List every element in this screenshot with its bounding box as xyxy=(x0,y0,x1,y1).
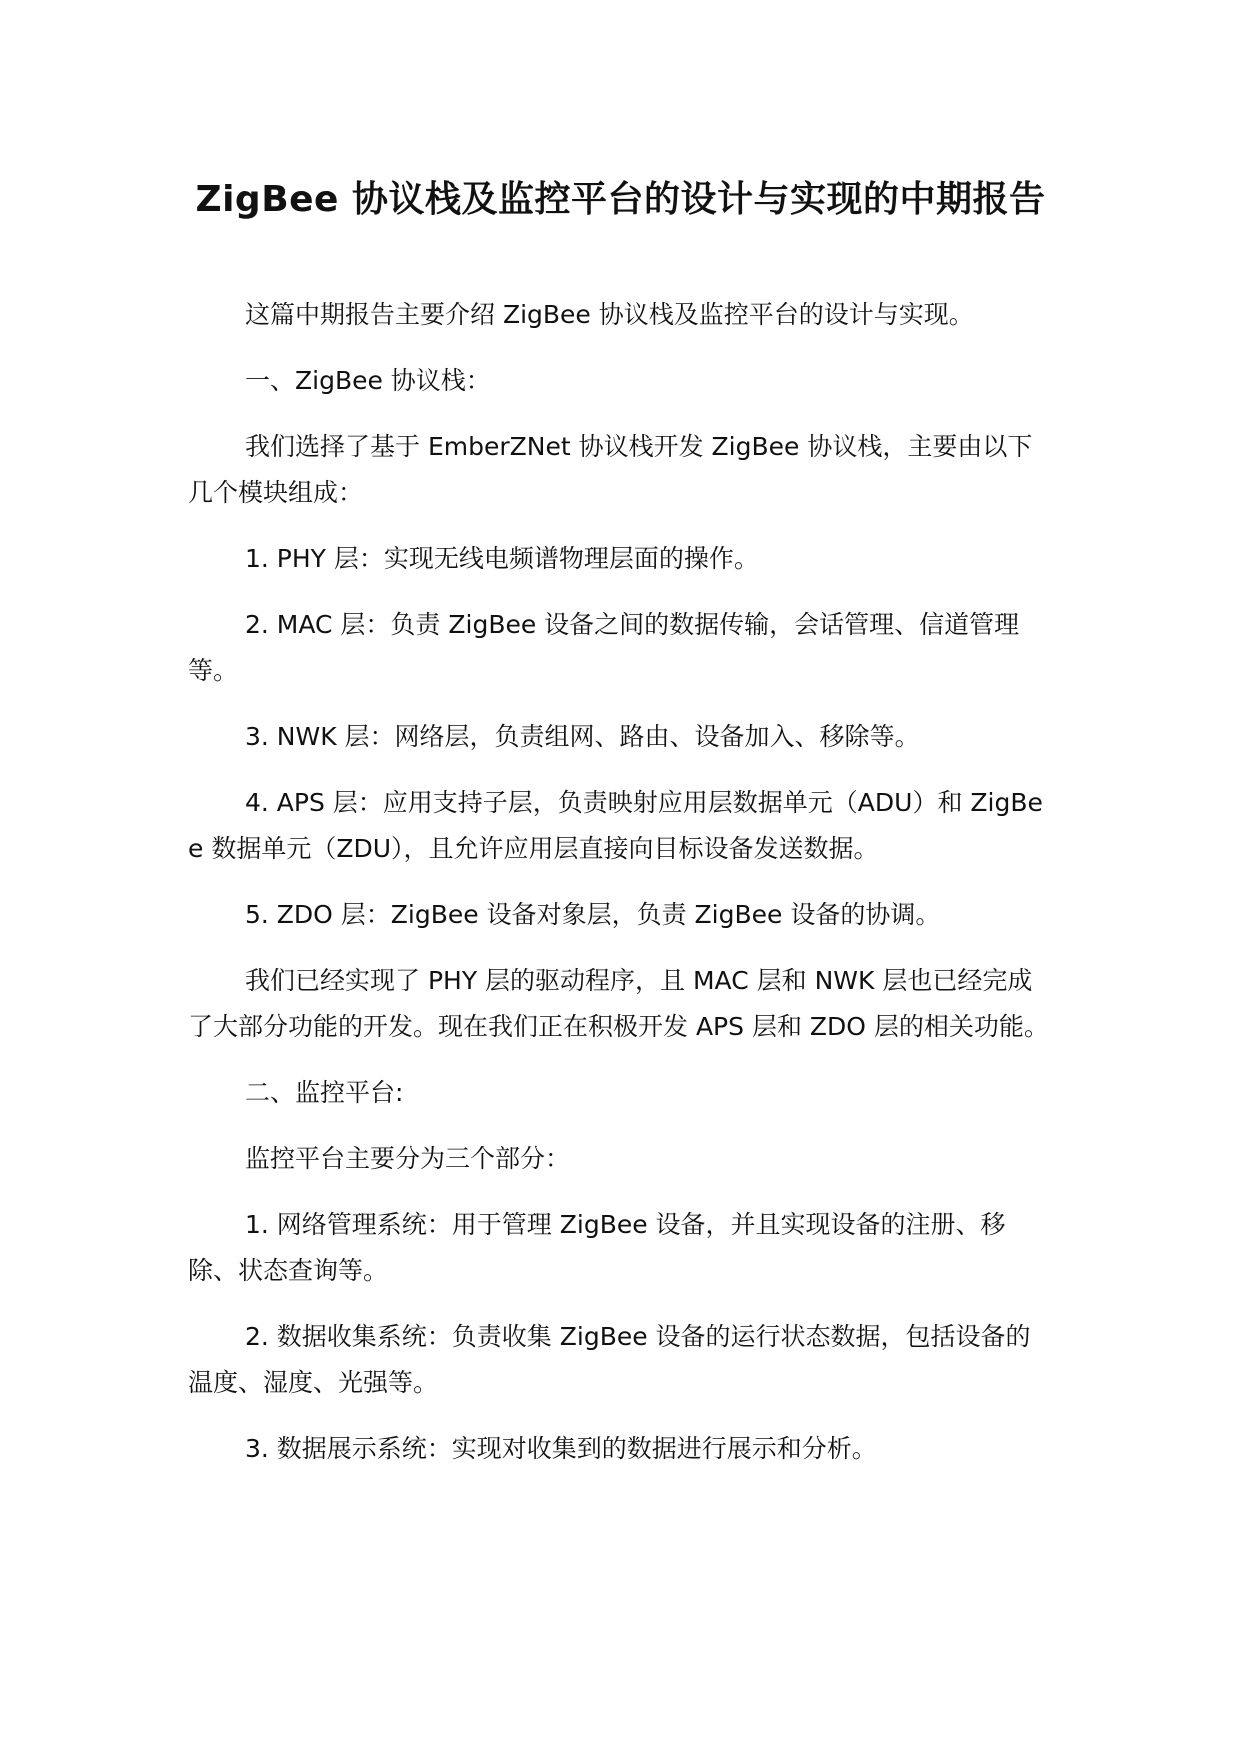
list-item-mac: 2. MAC 层：负责 ZigBee 设备之间的数据传输，会话管理、信道管理等。 xyxy=(188,610,1020,685)
section-heading-monitoring-platform: 二、监控平台: xyxy=(245,1078,404,1107)
list-item-nwk: 3. NWK 层：网络层，负责组网、路由、设备加入、移除等。 xyxy=(245,722,920,751)
list-item-phy: 1. PHY 层：实现无线电频谱物理层面的操作。 xyxy=(245,544,759,573)
list-item-data-collection: 2. 数据收集系统：负责收集 ZigBee 设备的运行状态数据，包括设备的温度、湿度、光强等。 xyxy=(188,1322,1031,1397)
paragraph-platform-overview: 监控平台主要分为三个部分： xyxy=(245,1144,571,1173)
paragraph-intro: 这篇中期报告主要介绍 ZigBee 协议栈及监控平台的设计与实现。 xyxy=(245,300,974,329)
list-item-data-display: 3. 数据展示系统：实现对收集到的数据进行展示和分析。 xyxy=(245,1434,877,1463)
paragraph-stack-overview: 我们选择了基于 EmberZNet 协议栈开发 ZigBee 协议栈，主要由以下几个模块组成： xyxy=(188,432,1033,507)
list-item-zdo: 5. ZDO 层：ZigBee 设备对象层，负责 ZigBee 设备的协调。 xyxy=(245,900,941,929)
document-title: ZigBee 协议栈及监控平台的设计与实现的中期报告 xyxy=(195,179,1046,220)
paragraph-progress: 我们已经实现了 PHY 层的驱动程序，且 MAC 层和 NWK 层也已经完成了大部分功能的开发。现在我们正在积极开发 APS 层和 ZDO 层的相关功能。 xyxy=(188,966,1049,1041)
section-heading-zigbee-stack: 一、ZigBee 协议栈： xyxy=(245,366,491,395)
document-body xyxy=(188,292,1054,1492)
list-item-network-management: 1. 网络管理系统：用于管理 ZigBee 设备，并且实现设备的注册、移除、状态查询等。 xyxy=(188,1210,1006,1285)
list-item-aps: 4. APS 层：应用支持子层，负责映射应用层数据单元（ADU）和 ZigBee 数据单元（ZDU），且允许应用层直接向目标设备发送数据。 xyxy=(188,788,1043,863)
